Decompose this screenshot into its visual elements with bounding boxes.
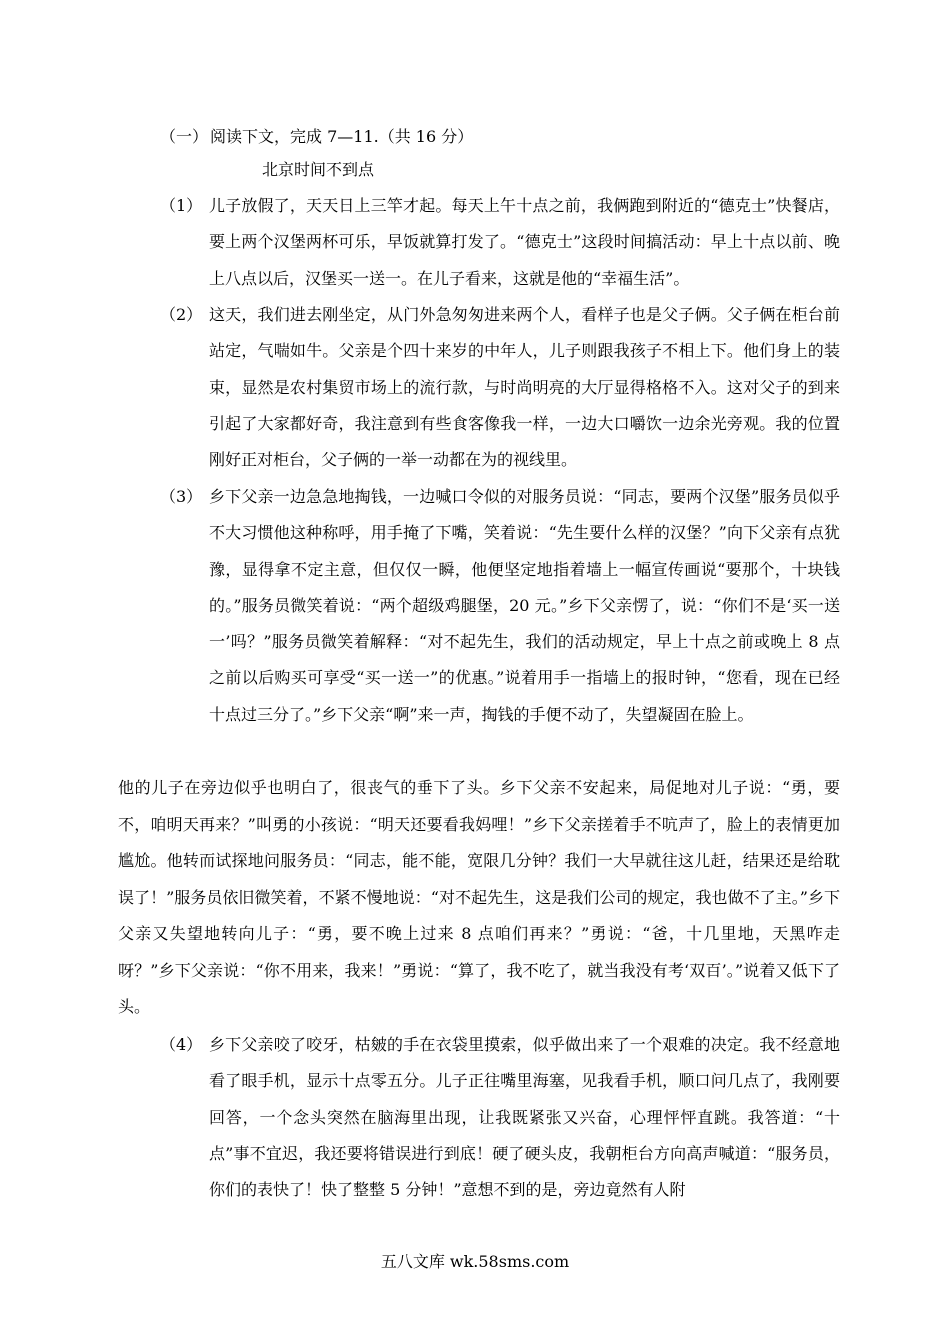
paragraph-number: （1） xyxy=(160,196,203,215)
paragraph-1 xyxy=(160,188,840,297)
paragraph-text: 这天，我们进去刚坐定，从门外急匆匆进来两个人，看样子也是父子俩。父子俩在柜台前站定，气喘如牛。父亲是个四十来岁的中年人，儿子则跟我孩子不相上下。他们身上的装束，显然是农村集贸市场上的流行款，与时尚明亮的大厅显得格格不入。这对父子的到来引起了大家都好奇，我注意到有些食客像我一样，一边大口嚼饮一边余光旁观。我的位置刚好正对柜台，父子俩的一举一动都在为的视线里。 xyxy=(209,305,840,470)
section-instruction: 阅读下文，完成 7—11.（共 16 分） xyxy=(210,127,474,146)
paragraph-3 xyxy=(160,479,840,733)
paragraph-text: 乡下父亲一边急急地掏钱，一边喊口令似的对服务员说：“同志，要两个汉堡”服务员似乎不大习惯他这种称呼，用手掩了下嘴，笑着说：“先生要什么样的汉堡？”向下父亲有点犹豫，显得拿不定主意，但仅仅一瞬，他便坚定地指着墙上一幅宣传画说“要那个，十块钱的。”服务员微笑着说：“两个超级鸡腿堡，20 元。”乡下父亲愣了，说：“你们不是‘买一送一’吗？”服务员微笑着解释：“对不起先生，我们的活动规定，早上十点之前或晚上 8 点之前以后购买可享受“买一送一”的优惠。”说着用手一指墙上的报时钟，“您看，现在已经十点过三分了。”乡下父亲“啊”来一声，掏钱的手便不动了，失望凝固在脸上。 xyxy=(209,487,840,724)
section-heading xyxy=(160,126,473,148)
paragraph-3-continuation: 他的儿子在旁边似乎也明白了，很丧气的垂下了头。乡下父亲不安起来，局促地对儿子说：“勇，要不，咱明天再来？”叫勇的小孩说：“明天还要看我妈哩！”乡下父亲搓着手不吭声了，脸上的表情更加尴尬。他转而试探地问服务员：“同志，能不能，宽限几分钟？我们一大早就往这儿赶，结果还是给耽误了！”服务员依旧微笑着，不紧不慢地说：“对不起先生，这是我们公司的规定，我也做不了主。”乡下父亲又失望地转向儿子：“勇，要不晚上过来 8 点咱们再来？”勇说：“爸，十几里地，天黑咋走呀？”乡下父亲说：“你不用来，我来！”勇说：“算了，我不吃了，就当我没有考‘双百’。”说着又低下了头。 xyxy=(118,778,840,1016)
paragraph-number: （2） xyxy=(160,305,203,324)
paragraph-text: 乡下父亲咬了咬牙，枯皴的手在衣袋里摸索，似乎做出来了一个艰难的决定。我不经意地看了眼手机，显示十点零五分。儿子正往嘴里海塞，见我看手机，顺口问几点了，我刚要回答，一个念头突然在脑海里出现，让我既紧张又兴奋，心理怦怦直跳。我答道：“十点”事不宜迟，我还要将错误进行到底！硬了硬头皮，我朝柜台方向高声喊道：“服务员，你们的表快了！快了整整 5 分钟！”意想不到的是，旁边竟然有人附 xyxy=(209,1035,840,1200)
paragraph-text: 儿子放假了，天天日上三竿才起。每天上午十点之前，我俩跑到附近的“德克士”快餐店，要上两个汉堡两杯可乐，早饭就算打发了。“德克士”这段时间搞活动：早上十点以前、晚上八点以后，汉堡买一送一。在儿子看来，这就是他的“幸福生活”。 xyxy=(209,196,840,288)
article-title: 北京时间不到点 xyxy=(262,160,375,179)
paragraph-number: （3） xyxy=(160,487,203,506)
page-footer: 五八文库 wk.58sms.com xyxy=(380,1252,570,1271)
section-number: （一） xyxy=(160,127,209,146)
paragraph-number: （4） xyxy=(160,1035,203,1054)
paragraph-4 xyxy=(160,1027,840,1208)
paragraph-2 xyxy=(160,297,840,478)
